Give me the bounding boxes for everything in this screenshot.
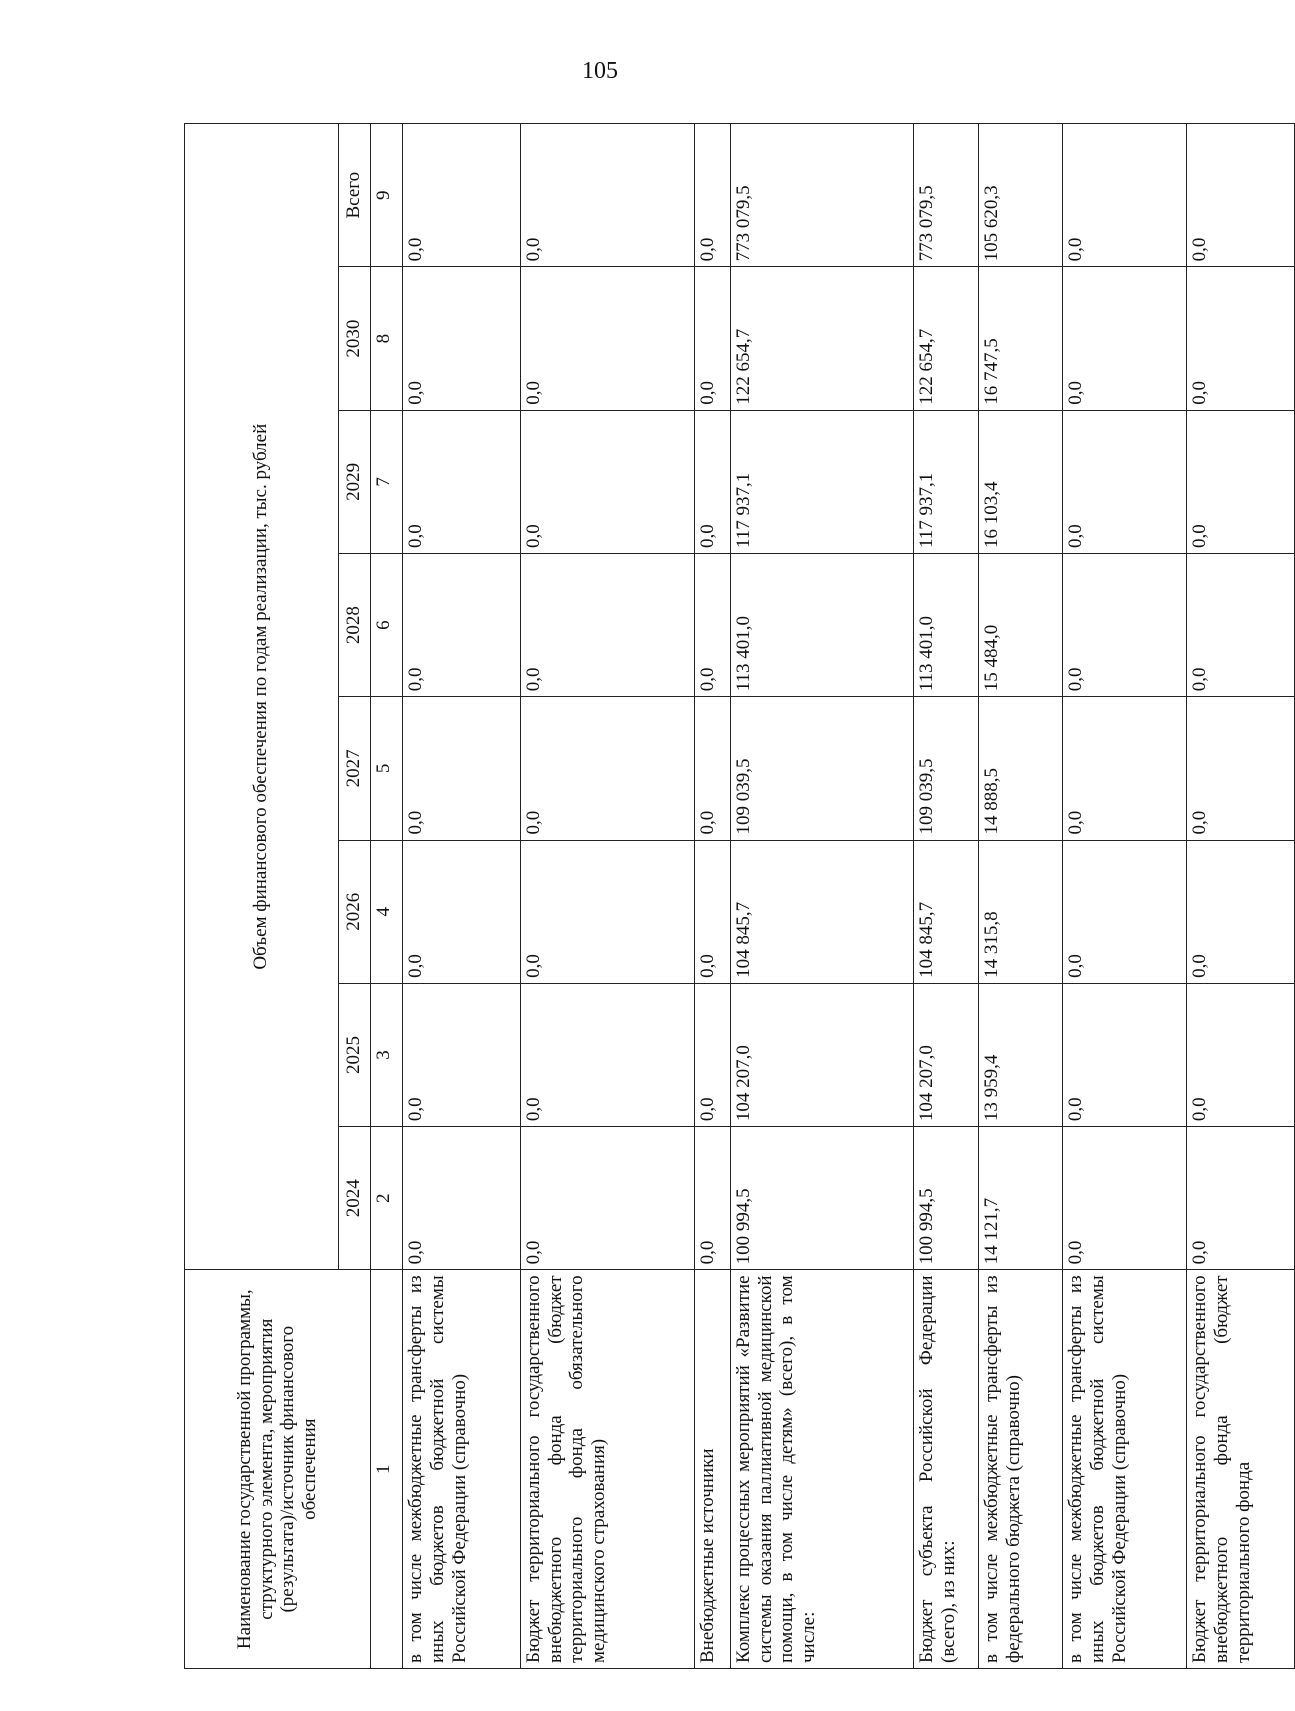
year-header: 2028 bbox=[338, 553, 370, 696]
row-value: 122 654,7 bbox=[914, 267, 979, 410]
table-row bbox=[979, 124, 1063, 1669]
column-index: 1 bbox=[370, 1270, 402, 1669]
row-value: 0,0 bbox=[403, 1127, 521, 1270]
table-row bbox=[520, 124, 694, 1669]
column-index: 8 bbox=[370, 267, 402, 410]
row-value: 0,0 bbox=[1186, 267, 1294, 410]
header-volume-cell: Объем финансового обеспечения по годам реализации, тыс. рублей bbox=[185, 124, 339, 1270]
table-row bbox=[1063, 124, 1187, 1669]
column-index: 4 bbox=[370, 840, 402, 983]
row-value: 0,0 bbox=[520, 840, 694, 983]
row-value: 0,0 bbox=[694, 553, 730, 696]
row-value: 0,0 bbox=[403, 983, 521, 1126]
row-value: 104 845,7 bbox=[730, 840, 914, 983]
year-header: 2025 bbox=[338, 983, 370, 1126]
row-value: 0,0 bbox=[403, 267, 521, 410]
row-value: 0,0 bbox=[403, 697, 521, 840]
row-value: 0,0 bbox=[694, 124, 730, 267]
row-name: Бюджет территориального государственного внебюджетного фонда (бюджет территориального фонда bbox=[1186, 1270, 1294, 1669]
table-row bbox=[730, 124, 914, 1669]
row-value: 0,0 bbox=[1063, 697, 1187, 840]
column-index: 5 bbox=[370, 697, 402, 840]
row-value: 0,0 bbox=[1063, 840, 1187, 983]
row-value: 117 937,1 bbox=[914, 410, 979, 553]
row-name: Бюджет субъекта Российской Федерации (всего), из них: bbox=[914, 1270, 979, 1669]
row-value: 0,0 bbox=[694, 697, 730, 840]
row-value: 0,0 bbox=[1063, 124, 1187, 267]
row-value: 0,0 bbox=[1063, 983, 1187, 1126]
column-index: 6 bbox=[370, 553, 402, 696]
year-header: Всего bbox=[338, 124, 370, 267]
row-value: 109 039,5 bbox=[730, 697, 914, 840]
row-value: 0,0 bbox=[520, 267, 694, 410]
table-row bbox=[694, 124, 730, 1669]
row-value: 0,0 bbox=[403, 124, 521, 267]
row-value: 0,0 bbox=[1186, 983, 1294, 1126]
row-name: Комплекс процессных мероприятий «Развитие системы оказания паллиативной медицинской помощи, в том числе детям» (всего), в том числе: bbox=[730, 1270, 914, 1669]
row-value: 0,0 bbox=[403, 553, 521, 696]
year-header: 2029 bbox=[338, 410, 370, 553]
row-value: 0,0 bbox=[1063, 267, 1187, 410]
column-index: 7 bbox=[370, 410, 402, 553]
row-value: 0,0 bbox=[1186, 840, 1294, 983]
row-value: 105 620,3 bbox=[979, 124, 1063, 267]
year-header: 2026 bbox=[338, 840, 370, 983]
row-value: 14 121,7 bbox=[979, 1127, 1063, 1270]
row-value: 14 888,5 bbox=[979, 697, 1063, 840]
row-value: 0,0 bbox=[1186, 697, 1294, 840]
row-value: 0,0 bbox=[403, 840, 521, 983]
row-value: 122 654,7 bbox=[730, 267, 914, 410]
year-header: 2030 bbox=[338, 267, 370, 410]
row-value: 100 994,5 bbox=[730, 1127, 914, 1270]
row-value: 0,0 bbox=[1063, 1127, 1187, 1270]
row-value: 113 401,0 bbox=[914, 553, 979, 696]
row-value: 14 315,8 bbox=[979, 840, 1063, 983]
row-value: 109 039,5 bbox=[914, 697, 979, 840]
row-value: 100 994,5 bbox=[914, 1127, 979, 1270]
row-value: 0,0 bbox=[1063, 553, 1187, 696]
row-value: 13 959,4 bbox=[979, 983, 1063, 1126]
row-value: 15 484,0 bbox=[979, 553, 1063, 696]
row-value: 104 207,0 bbox=[914, 983, 979, 1126]
row-value: 0,0 bbox=[520, 1127, 694, 1270]
row-value: 0,0 bbox=[520, 410, 694, 553]
row-value: 16 103,4 bbox=[979, 410, 1063, 553]
row-value: 0,0 bbox=[694, 983, 730, 1126]
rotated-table-frame bbox=[184, 123, 1295, 1669]
row-value: 0,0 bbox=[1063, 410, 1187, 553]
header-name-cell: Наименование государственной программы, структурного элемента, мероприятия (результата)/источник финансового обеспечения bbox=[185, 1270, 371, 1669]
row-name: в том числе межбюджетные трансферты из иных бюджетов бюджетной системы Российской Федерации (справочно) bbox=[403, 1270, 521, 1669]
row-value: 0,0 bbox=[694, 840, 730, 983]
row-value: 0,0 bbox=[520, 124, 694, 267]
row-value: 773 079,5 bbox=[914, 124, 979, 267]
year-header: 2024 bbox=[338, 1127, 370, 1270]
row-value: 0,0 bbox=[1186, 410, 1294, 553]
table-row bbox=[914, 124, 979, 1669]
year-header: 2027 bbox=[338, 697, 370, 840]
row-value: 0,0 bbox=[520, 697, 694, 840]
row-value: 0,0 bbox=[1186, 553, 1294, 696]
row-name: в том числе межбюджетные трансферты из иных бюджетов бюджетной системы Российской Федерации (справочно) bbox=[1063, 1270, 1187, 1669]
row-value: 104 207,0 bbox=[730, 983, 914, 1126]
column-index: 9 bbox=[370, 124, 402, 267]
index-row bbox=[370, 124, 402, 1669]
row-value: 0,0 bbox=[520, 983, 694, 1126]
row-value: 0,0 bbox=[520, 553, 694, 696]
column-index: 2 bbox=[370, 1127, 402, 1270]
row-value: 0,0 bbox=[694, 1127, 730, 1270]
page-number: 105 bbox=[582, 58, 618, 84]
row-value: 117 937,1 bbox=[730, 410, 914, 553]
row-name: в том числе межбюджетные трансферты из федерального бюджета (справочно) bbox=[979, 1270, 1063, 1669]
financing-table bbox=[184, 123, 1295, 1669]
row-name: Бюджет территориального государственного внебюджетного фонда (бюджет территориального фонда обязательного медицинского страхования) bbox=[520, 1270, 694, 1669]
row-value: 0,0 bbox=[403, 410, 521, 553]
row-value: 113 401,0 bbox=[730, 553, 914, 696]
row-name: Внебюджетные источники bbox=[694, 1270, 730, 1669]
row-value: 0,0 bbox=[694, 410, 730, 553]
row-value: 0,0 bbox=[1186, 1127, 1294, 1270]
header-row bbox=[185, 124, 339, 1669]
table-row bbox=[1186, 124, 1294, 1669]
row-value: 104 845,7 bbox=[914, 840, 979, 983]
row-value: 16 747,5 bbox=[979, 267, 1063, 410]
row-value: 0,0 bbox=[1186, 124, 1294, 267]
column-index: 3 bbox=[370, 983, 402, 1126]
row-value: 0,0 bbox=[694, 267, 730, 410]
row-value: 773 079,5 bbox=[730, 124, 914, 267]
table-row bbox=[403, 124, 521, 1669]
